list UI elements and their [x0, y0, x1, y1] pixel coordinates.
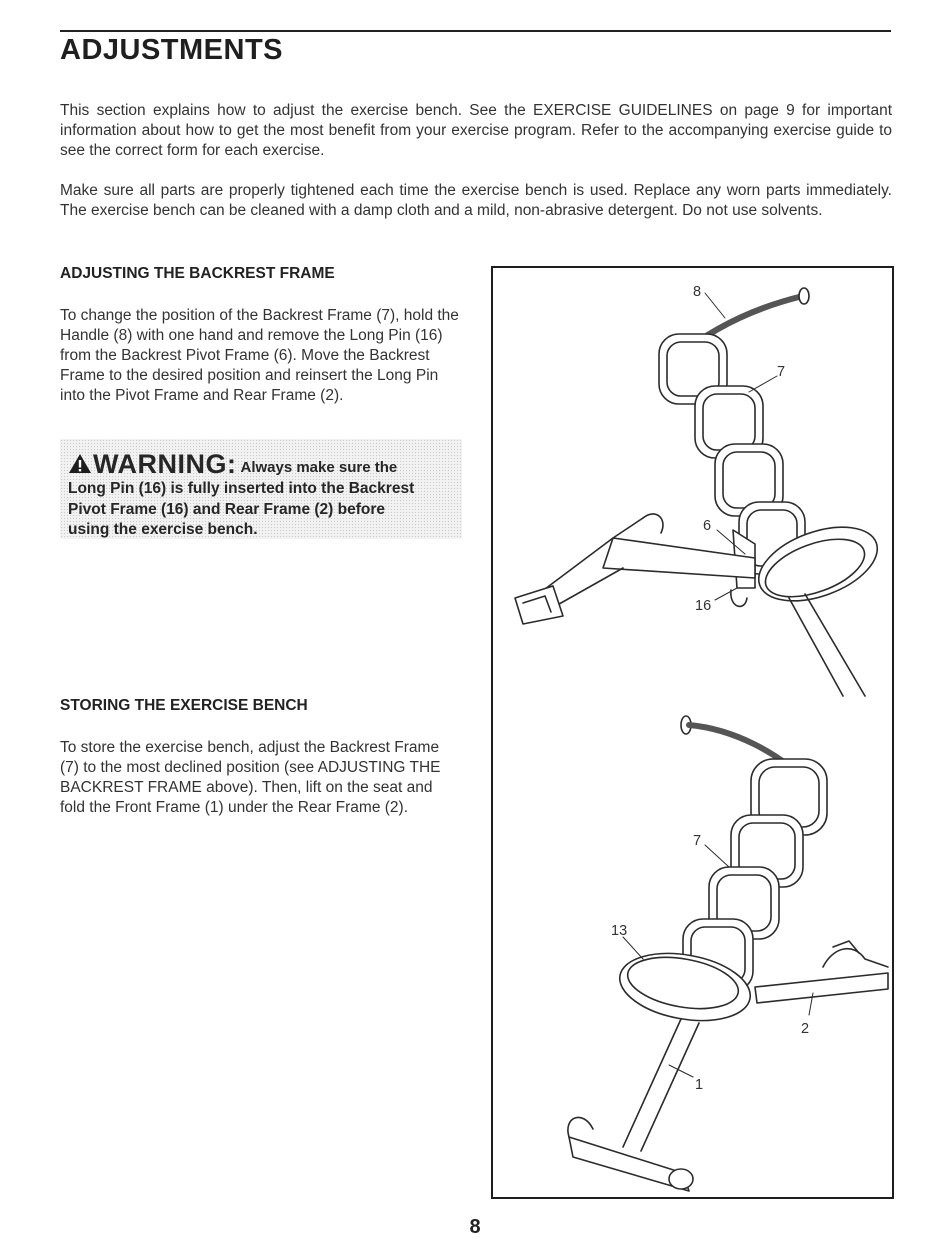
callout-pivot-frame-6: 6: [703, 518, 712, 534]
warning-word: WARNING:: [93, 449, 237, 479]
callout-handle-8: 8: [693, 284, 702, 300]
adjusting-backrest-body: To change the position of the Backrest Frame (7), hold the Handle (8) with one hand and remove the Long Pin (16) from the Backrest Pivot Frame (6). Move the Backrest Frame to the desired position and reinsert the Long Pin into the Pivot Frame and Rear Frame (2).: [60, 307, 459, 404]
storing-bench-body: To store the exercise bench, adjust the Backrest Frame (7) to the most declined position (see ADJUSTING THE BACKREST FRAME above). Then, lift on the seat and fold the Front Frame (1) under the Rear Frame (2).: [60, 739, 441, 816]
warning-triangle-icon: [68, 453, 92, 479]
warning-heading-line: [68, 449, 397, 480]
callout-backrest-frame-7: 7: [693, 833, 702, 849]
storing-illustration: [493, 697, 892, 1197]
backrest-adjustment-figure: [491, 266, 894, 700]
callout-seat-13: 13: [611, 923, 628, 939]
warning-line-4: using the exercise bench.: [68, 521, 258, 538]
backrest-illustration: [493, 268, 892, 698]
warning-line-2: Long Pin (16) is fully inserted into the Backrest: [68, 480, 415, 497]
warning-line-3: Pivot Frame (16) and Rear Frame (2) before: [68, 501, 385, 518]
intro-paragraph: This section explains how to adjust the exercise bench. See the EXERCISE GUIDELINES on page 9 for important information about how to get the most benefit from your exercise program. Refer to the accompanying exercise guide to see the correct form for each exercise.: [60, 102, 892, 159]
callout-front-frame-1: 1: [695, 1077, 704, 1093]
warning-line-1: Always make sure the: [240, 459, 398, 476]
warning-box: [60, 439, 462, 539]
storing-bench-figure: [491, 697, 894, 1199]
page-title: ADJUSTMENTS: [60, 34, 284, 66]
callout-rear-frame-2: 2: [801, 1021, 810, 1037]
maintenance-paragraph: Make sure all parts are properly tightened each time the exercise bench is used. Replace any worn parts immediately. The exercise bench can be cleaned with a damp cloth and a mild, non-abrasive detergent. Do not use solvents.: [60, 182, 892, 219]
adjusting-backrest-heading: ADJUSTING THE BACKREST FRAME: [60, 265, 335, 282]
callout-backrest-frame-7: 7: [777, 364, 786, 380]
header-rule: [60, 30, 891, 32]
storing-bench-heading: STORING THE EXERCISE BENCH: [60, 697, 308, 714]
page-number: 8: [469, 1216, 481, 1238]
callout-long-pin-16: 16: [695, 598, 712, 614]
